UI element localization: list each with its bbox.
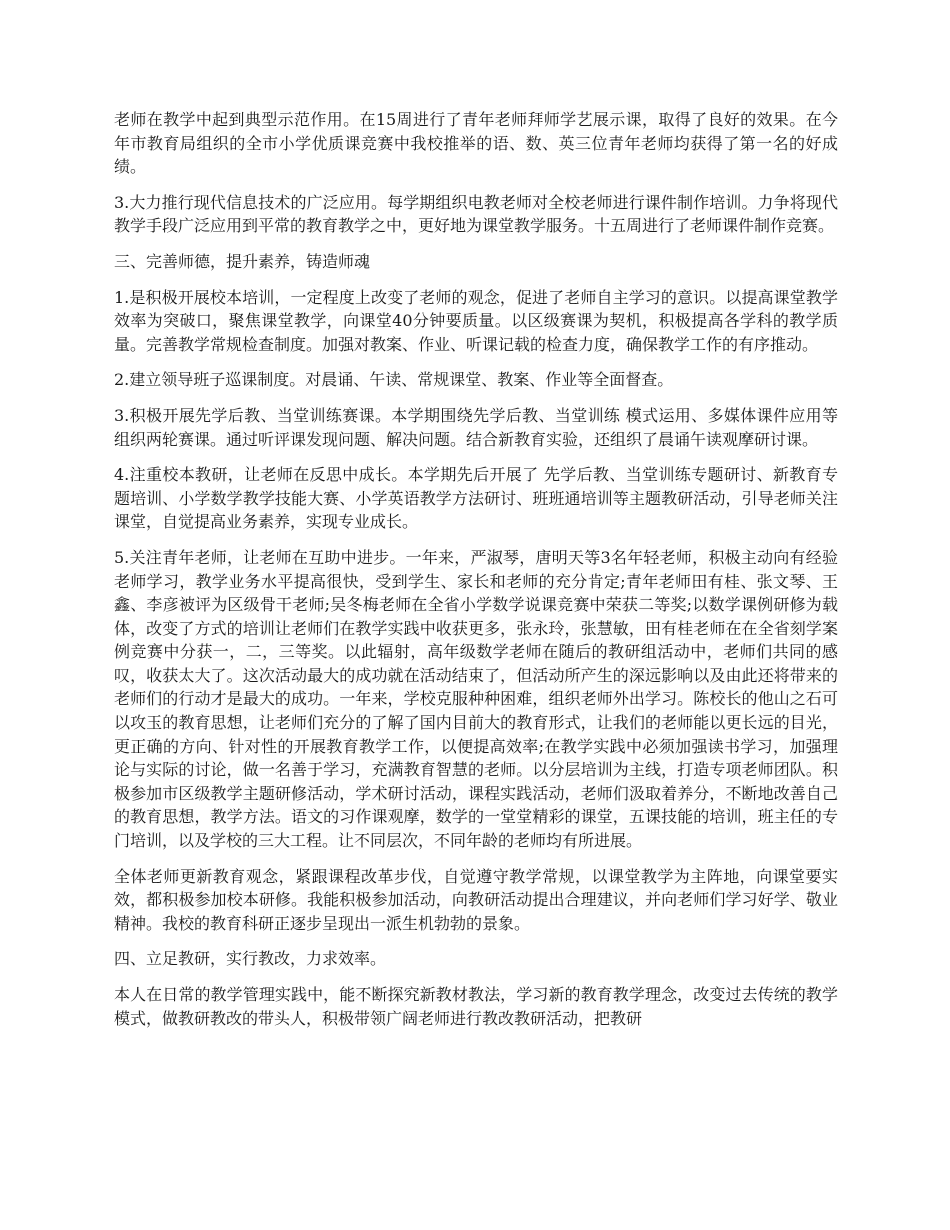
paragraph-competition-classes: 3.积极开展先学后教、当堂训练赛课。本学期围绕先学后教、当堂训练 模式运用、多媒体课件应用等组织两轮赛课。通过听评课发现问题、解决问题。结合新教育实验，还组织了晨诵午读观摩研讨课。 bbox=[114, 405, 838, 449]
paragraph-info-tech: 3.大力推行现代信息技术的广泛应用。每学期组织电教老师对全校老师进行课件制作培训。力争将现代教学手段广泛应用到平常的教育教学之中，更好地为课堂教学服务。十五周进行了老师课件制作竞赛。 bbox=[114, 192, 838, 236]
paragraph-school-training: 1.是积极开展校本培训，一定程度上改变了老师的观念，促进了老师自主学习的意识。以提高课堂教学效率为突破口，聚焦课堂教学，向课堂40分钟要质量。以区级赛课为契机，积极提高各学科的教学质量。完善教学常规检查制度。加强对教案、作业、听课记载的检查力度，确保教学工作的有序推动。 bbox=[114, 287, 838, 354]
paragraph-school-research: 4.注重校本教研，让老师在反思中成长。本学期先后开展了 先学后教、当堂训练专题研讨、新教育专题培训、小学数学教学技能大赛、小学英语教学方法研讨、班班通培训等主题教研活动，引导老师关注课堂，自觉提高业务素养，实现专业成长。 bbox=[114, 465, 838, 532]
paragraph-all-teachers: 全体老师更新教育观念，紧跟课程改革步伐，自觉遵守教学常规，以课堂教学为主阵地，向课堂要实效，都积极参加校本研修。我能积极参加活动，向教研活动提出合理建议，并向老师们学习好学、敬业精神。我校的教育科研正逐步呈现出一派生机勃勃的景象。 bbox=[114, 866, 838, 933]
paragraph-personal-practice: 本人在日常的教学管理实践中，能不断探究新教材教法，学习新的教育教学理念，改变过去传统的教学模式，做教研教改的带头人，积极带领广阔老师进行教改教研活动，把教研 bbox=[114, 985, 838, 1028]
paragraph-young-teachers: 5.关注青年老师，让老师在互助中进步。一年来，严淑琴，唐明天等3名年轻老师，积极主动向有经验老师学习，教学业务水平提高很快，受到学生、家长和老师的充分肯定;青年老师田有桂、张文琴、王鑫、李彦被评为区级骨干老师;吴冬梅老师在全省小学数学说课竞赛中荣获二等奖;以数学课例研修为载体，改变了方式的培训让老师们在教学实践中收获更多，张永玲，张慧敏，田有桂老师在在全省刻学案例竞赛中分获一，二，三等奖。以此辐射，高年级数学老师在随后的教研组活动中，老师们共同的感叹，收获太大了。这次活动最大的成功就在活动结束了，但活动所产生的深远影响以及由此还将带来的老师们的行动才是最大的成功。一年来，学校克服种种困难，组织老师外出学习。陈校长的他山之石可以攻玉的教育思想，让老师们充分的了解了国内目前大的教育形式，让我们的老师能以更长远的目光，更正确的方向、针对性的开展教育教学工作，以便提高效率;在教学实践中必须加强读书学习，加强理论与实际的讨论，做一名善于学习，充满教育智慧的老师。以分层培训为主线，打造专项老师团队。积极参加市区级教学主题研修活动，学术研讨活动，课程实践活动，老师们汲取着养分，不断地改善自己的教育思想，教学方法。语文的习作课观摩，数学的一堂堂精彩的课堂，五课技能的培训，班主任的专门培训，以及学校的三大工程。让不同层次，不同年龄的老师均有所进展。 bbox=[114, 547, 838, 851]
section-heading-ethics: 三、完善师德，提升素养，铸造师魂 bbox=[114, 251, 371, 271]
section-heading-research: 四、立足教研，实行教改，力求效率。 bbox=[114, 949, 387, 969]
paragraph-patrol-system: 2.建立领导班子巡课制度。对晨诵、午读、常规课堂、教案、作业等全面督查。 bbox=[114, 370, 674, 390]
paragraph-teacher-demo: 老师在教学中起到典型示范作用。在15周进行了青年老师拜师学艺展示课，取得了良好的效果。在今年市教育局组织的全市小学优质课竞赛中我校推举的语、数、英三位青年老师均获得了第一名的好成绩。 bbox=[114, 110, 838, 177]
document-body bbox=[114, 108, 838, 1030]
